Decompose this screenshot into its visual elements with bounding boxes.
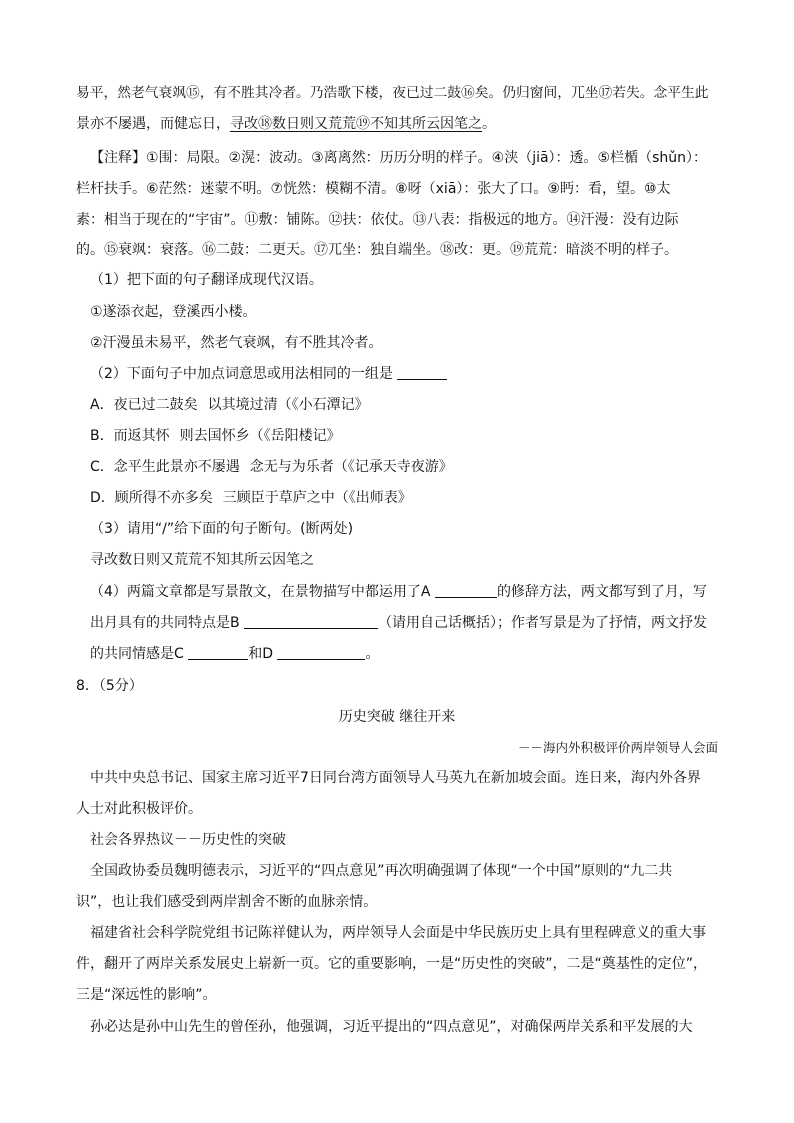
paragraph-3-line-1: 福建省社会科学院党组书记陈祥健认为，两岸领导人会面是中华民族历史上具有里程碑意义的重大事 bbox=[90, 925, 706, 941]
question-2-text: （2）下面句子中加点词意思或用法相同的一组是 bbox=[90, 366, 393, 382]
option-c bbox=[90, 457, 718, 477]
q4-text-d: （请用自己话概括）；作者写景是为了抒情，两文抒发 bbox=[378, 615, 708, 631]
question-4-line-2 bbox=[90, 613, 718, 633]
passage-line-1: 易平，然老气衰飒⑮，有不胜其冷者。乃浩歌下楼，夜已过二鼓⑯矣。仍归窗间，兀坐⑰若失。念平生此 bbox=[76, 85, 709, 101]
notes-line-4: 的。⑮衰飒：衰落。⑯二鼓：二更天。⑰兀坐：独自端坐。⑱改：更。⑲荒荒：暗淡不明的样子。 bbox=[76, 242, 678, 258]
notes-line-3: 素：相当于现在的“宇宙”。⑪敷：铺陈。⑫扶：依仗。⑬八表：指极远的地方。⑭汗漫：没有边际 bbox=[76, 212, 679, 228]
q4-text-b: 的修辞方法，两文都写到了月，写 bbox=[496, 584, 707, 600]
section-heading: 社会各界热议－－历史性的突破 bbox=[90, 832, 286, 848]
paragraph-2-line-1: 全国政协委员魏明德表示，习近平的“四点意见”再次明确强调了体现“一个中国”原则的“九二共 bbox=[90, 863, 673, 879]
option-b-right: 则去国怀乡（《岳阳楼记》 bbox=[179, 428, 341, 444]
option-c-right: 念无与为乐者（《记承天寺夜游》 bbox=[249, 459, 453, 475]
q4-text-f: 和D bbox=[248, 646, 274, 662]
q4-text-e: 的共同情感是C bbox=[90, 646, 184, 662]
paragraph-4-line-1: 孙必达是孙中山先生的曾侄孙，他强调，习近平提出的“四点意见”，对确保两岸关系和平发展的大 bbox=[90, 1019, 693, 1035]
option-d-right: 三顾臣于草庐之中（《出师表》 bbox=[222, 490, 412, 506]
blank-d[interactable] bbox=[277, 645, 365, 660]
option-d bbox=[90, 488, 718, 508]
question-1b: ②汗漫虽未易平，然老气衰飒，有不胜其冷者。 bbox=[90, 335, 383, 351]
q4-text-c: 出月具有的共同特点是B bbox=[90, 615, 240, 631]
q4-text-g: 。 bbox=[365, 646, 380, 662]
question-2 bbox=[90, 364, 718, 384]
blank-a[interactable] bbox=[435, 583, 497, 598]
passage-line-2-text: 景亦不屡遇，而健忘日， bbox=[76, 116, 230, 132]
paragraph-3-line-3: 三是“深远性的影响”。 bbox=[76, 987, 217, 1003]
option-a-right: 以其境过清（《小石潭记》 bbox=[207, 397, 369, 413]
option-c-left: C．念平生此景亦不屡遇 bbox=[90, 459, 240, 475]
option-b bbox=[90, 426, 718, 446]
paragraph-1-line-1: 中共中央总书记、国家主席习近平7日同台湾方面领导人马英九在新加坡会面。连日来，海内外各界 bbox=[90, 770, 701, 786]
answer-blank[interactable] bbox=[397, 365, 447, 380]
notes-line-2: 栏杆扶手。⑥茫然：迷蒙不明。⑦恍然：模糊不清。⑧呀（xiā）：张大了口。⑨眄：看，望。⑩太 bbox=[76, 181, 671, 197]
option-d-left: D．顾所得不亦多矣 bbox=[90, 490, 213, 506]
section-8-number: 8．（5分） bbox=[76, 678, 143, 694]
blank-b[interactable] bbox=[244, 614, 378, 629]
question-4-line-1 bbox=[90, 582, 718, 602]
question-4-line-3 bbox=[90, 644, 718, 664]
question-1a: ①遂添衣起，登溪西小楼。 bbox=[90, 304, 257, 320]
paragraph-3-line-2: 件，翻开了两岸关系发展史上崭新一页。它的重要影响，一是“历史性的突破”，二是“奠基性的定位”， bbox=[76, 956, 708, 972]
q4-text-a: （4）两篇文章都是写景散文，在景物描写中都运用了A bbox=[90, 584, 431, 600]
passage-line-2 bbox=[76, 114, 718, 134]
article-title: 历史突破 继往开来 bbox=[338, 709, 456, 725]
option-a bbox=[90, 395, 718, 415]
article-subtitle: －－海内外积极评价两岸领导人会面 bbox=[517, 740, 718, 755]
paragraph-2-line-2: 识”，也让我们感受到两岸割舍不断的血脉亲情。 bbox=[76, 894, 378, 910]
paragraph-1-line-2: 人士对此积极评价。 bbox=[76, 801, 202, 817]
blank-c[interactable] bbox=[188, 645, 248, 660]
option-a-left: A．夜已过二鼓矣 bbox=[90, 397, 198, 413]
question-3-text: 寻改数日则又荒荒不知其所云因笔之 bbox=[90, 552, 314, 568]
question-1: （1）把下面的句子翻译成现代汉语。 bbox=[90, 272, 323, 288]
option-b-left: B．而返其怀 bbox=[90, 428, 170, 444]
underlined-sentence: 寻改⑱数日则又荒荒⑲不知其所云因笔之 bbox=[230, 116, 482, 132]
question-3: （3）请用“/”给下面的句子断句。(断两处) bbox=[90, 521, 354, 537]
notes-line-1: 【注释】①围：局限。②滉：波动。③离离然：历历分明的样子。④浃（jiā）：透。⑤栏楯（shǔn）： bbox=[90, 150, 708, 166]
passage-line-2-end: 。 bbox=[482, 116, 496, 132]
